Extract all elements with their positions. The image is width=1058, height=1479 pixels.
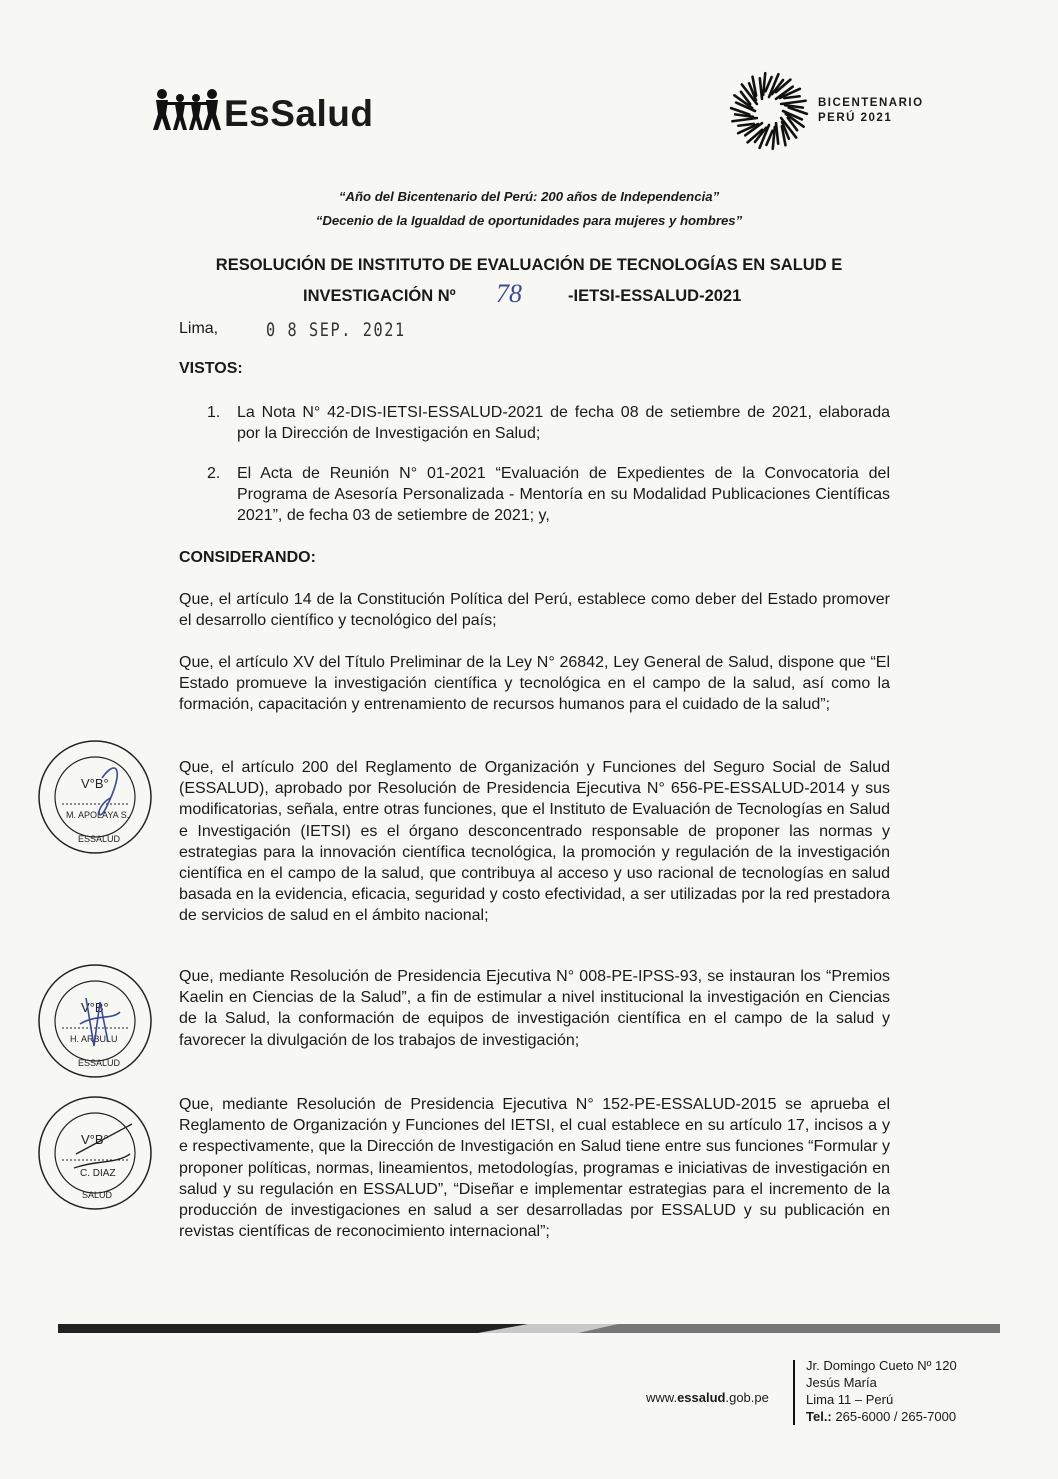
motto-line-1: “Año del Bicentenario del Perú: 200 años de Independencia”: [338, 189, 720, 204]
seal-name: H. ARBULU: [70, 1034, 118, 1044]
family-icon: [152, 88, 222, 132]
sun-ray: [738, 124, 753, 126]
bicentenario-line2: PERÚ 2021: [818, 112, 893, 124]
seal-vb: V°B°: [81, 1000, 109, 1015]
seal-bottom: ESSALUD: [78, 1058, 121, 1068]
title-suffix: -IETSI-ESSALUD-2021: [568, 287, 742, 305]
seal-name: C. DIAZ: [80, 1168, 116, 1179]
bicentenario-logo: [728, 70, 924, 152]
sun-ray: [776, 123, 778, 144]
sun-ray: [731, 108, 749, 114]
sun-ray: [760, 78, 762, 99]
considerando-heading: CONSIDERANDO:: [179, 549, 316, 566]
resolution-title: RESOLUCIÓN DE INSTITUTO DE EVALUACIÓN DE TECNOLOGÍAS EN SALUD E: [215, 256, 843, 274]
motto-line-2: “Decenio de la Igualdad de oportunidades para mujeres y hombres”: [315, 213, 743, 228]
sun-ray: [784, 96, 799, 98]
sun-ray: [789, 108, 807, 114]
paragraph: Que, mediante Resolución de Presidencia Ejecutiva N° 152-PE-ESSALUD-2015 se aprueba el Reglamento de Organización y Funciones del IETSI, el cual establece en su artículo 17, incisos a y e respectivamente, que la Dirección de Investigación en Salud tiene entre sus funciones “Formular y proponer políticas, normas, lineamientos, metodologías, programas e iniciativas de investigación en salud y su regulación en ESSALUD”, “Diseñar e implementar estrategias para el incremento de la producción de investigaciones en salud a ser desarrolladas por ESSALUD y su publicación en revistas científicas de reconocimiento internacional”;: [179, 1096, 890, 1241]
paragraph: Que, el artículo XV del Título Preliminar de la Ley N° 26842, Ley General de Salud, dispone que “El Estado promueve la investigación científica y tecnológica en el campo de la salud, así como la formación, capacitación y entrenamiento de recursos humanos para el cuidado de la salud”;: [179, 654, 890, 714]
paragraph: Que, el artículo 200 del Reglamento de Organización y Funciones del Seguro Social de Salud (ESSALUD), aprobado por Resolución de Presidencia Ejecutiva N° 656-PE-ESSALUD-2014 y sus modificatorias, señala, entre otras funciones, que el Instituto de Evaluación de Tecnologías en Salud e Investigación (IETSI) es el órgano desconcentrado responsable de proponer las normas y estrategias para la innovación científica tecnológica, la promoción y regulación de la investigación científica en el campo de la salud, que contribuya al acceso y uso racional de tecnologías en salud basada en la evidencia, eficacia, seguridad y costo efectividad, a ser utilizadas por la red prestadora de servicios de salud en el ámbito nacional;: [179, 759, 890, 925]
vistos-item: 2. El Acta de Reunión N° 01-2021 “Evaluación de Expedientes de la Convocatoria del Programa de Asesoría Personalizada - Mentoría en su Modalidad Publicaciones Científicas 2021”, de fecha 03 de setiembre de 2021; y,: [207, 465, 890, 525]
sunburst-icon: [728, 70, 810, 152]
seal-bottom: SALUD: [82, 1190, 113, 1200]
vistos-heading: VISTOS:: [179, 360, 243, 377]
paragraph: Que, mediante Resolución de Presidencia Ejecutiva N° 008-PE-IPSS-93, se instauran los “Premios Kaelin en Ciencias de la Salud”, a fin de estimular a nivel institucional la investigación en Ciencias de la Salud, la conformación de equipos de investigación científica en el campo de la salud y favorecer la divulgación de los trabajos de investigación;: [179, 968, 890, 1049]
approval-seal: [36, 962, 154, 1085]
footer-website[interactable]: www.essalud.gob.pe: [646, 1390, 769, 1405]
vistos-item: 1. La Nota N° 42-DIS-IETSI-ESSALUD-2021 de fecha 08 de setiembre de 2021, elaborada por la Dirección de Investigación en Salud;: [207, 404, 890, 443]
place: Lima,: [179, 320, 219, 337]
seal-name: M. APOLAYA S.: [66, 810, 130, 820]
approval-seal: [36, 1094, 154, 1217]
seal-vb: V°B°: [81, 776, 109, 791]
resolution-number-line: [303, 279, 763, 317]
footer-separator: [793, 1360, 795, 1425]
date-stamp: 0 8 SEP. 2021: [266, 319, 406, 341]
sun-ray: [766, 131, 772, 145]
logo-text: EsSalud: [224, 93, 374, 134]
handwritten-number: 78: [496, 279, 522, 308]
approval-seal: [36, 738, 154, 861]
seal-bottom: ESSALUD: [78, 834, 121, 844]
sun-ray: [781, 101, 805, 104]
sun-ray: [766, 77, 772, 91]
seal-vb: V°B°: [81, 1132, 109, 1147]
paragraph: Que, el artículo 14 de la Constitución Política del Perú, establece como deber del Estado promover el desarrollo científico y tecnológico del país;: [179, 591, 890, 630]
sun-ray: [732, 118, 756, 121]
essalud-logo: [152, 88, 374, 132]
title-prefix: INVESTIGACIÓN Nº: [303, 287, 456, 305]
bicentenario-line1: BICENTENARIO: [818, 97, 924, 109]
footer-address: Jr. Domingo Cueto Nº 120 Jesús María Lima 11 – Perú Tel.: 265-6000 / 265-7000: [806, 1358, 957, 1424]
footer-rule: [58, 1324, 1000, 1333]
